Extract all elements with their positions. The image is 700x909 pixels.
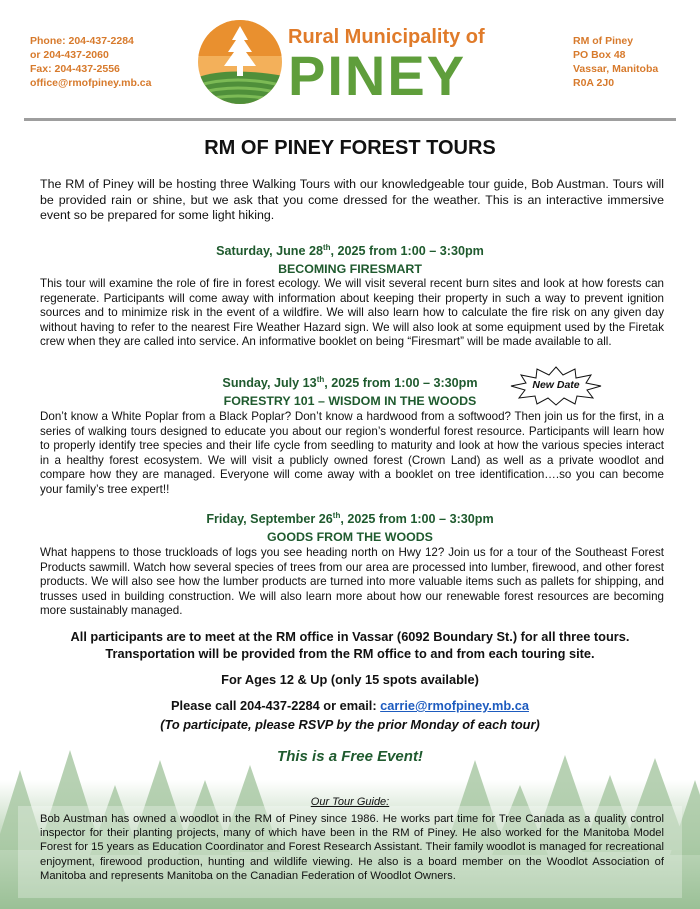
address-line: RM of Piney [573,35,634,47]
tour-1-name: BECOMING FIRESMART [278,262,422,276]
tour-3-description: What happens to those truckloads of logs you see heading north on Hwy 12? Join us for a tour of the Southeast Forest Products sawmill. Watch how several species of trees from our area are processed into lumber, firewood, and other forest products. We will also see how the lumber products are turned into more valuable items such as pallets for shipping, and trusses used in building construction. We will also learn more about how our renewable forest resources are becoming more sustainably managed. [40,546,664,617]
new-date-label: New Date [532,379,580,391]
tour-2-name: FORESTRY 101 – WISDOM IN THE WOODS [223,394,477,408]
contact-line [0,697,700,714]
intro-paragraph: The RM of Piney will be hosting three Walking Tours with our knowledgeable tour guide, Bob Austman. Tours will be provided rain or shine, but we ask that you come dressed for the weather. This is an interactive immersive event so be prepared for some light hiking. [40,177,664,222]
header-divider [24,118,676,121]
guide-bio: Bob Austman has owned a woodlot in the RM of Piney since 1986. He works part time for Tree Canada as a quality control inspector for their planting projects, many of which have been in the RM of Piney. He also worked for the Manitoba Model Forest for 15 years as Education Coordinator and Forest Research Assistant. Their family woodlot is managed for recreational enjoyment, firewood production, hunting and wildlife viewing. He also is a board member on the Woodlot Association of Manitoba and represents Manitoba on the Canadian Federation of Woodlot Owners. [40,813,664,882]
free-event-banner: This is a Free Event! [277,748,423,765]
municipality-logo [196,18,506,108]
call-text: Please call 204-437-2284 or email: [171,698,381,713]
tour-3-date: Friday, September 26th, 2025 from 1:00 – 3:30pm [206,511,494,527]
meeting-location: All participants are to meet at the RM office in Vassar (6092 Boundary St.) for all three tours. [70,629,630,644]
transportation-note: Transportation will be provided from the RM office to and from each touring site. [105,646,595,661]
tour-1-description: This tour will examine the role of fire in forest ecology. We will visit several recent burn sites and look at how forests can regenerate. Participants will come away with information about keeping their property in such a way to prevent ignition sources and to minimize risk in the event of a wildfire. We will also learn how to calculate the fire risk on any given day without having to refer to the nearest Fire Weather Hazard sign. We will also look at some equipment used by the Firetak crew when they are called into service. An informative booklet on being “Firesmart” will be made available to all. [40,277,664,348]
address-line: PO Box 48 [573,49,626,61]
page-title: RM OF PINEY FOREST TOURS [204,137,496,159]
phone-primary: Phone: 204-437-2284 [30,35,134,47]
tour-2-description: Don’t know a White Poplar from a Black Poplar? Don’t know a hardwood from a softwood? Then join us for the first, in a series of walking tours designed to educate you about our region’s wonderful forest resource. Participants will learn how to properly identify tree species and their life cycle from seedling to maturity and look at how the various species interact in a healthy forest ecosystem. We will visit a publicly owned forest (Crown Land) as well as a private woodlot and compare how they are managed. Everyone will come away with a booklet on tree identification….so you can become your family’s tree expert!! [40,410,664,496]
age-requirement: For Ages 12 & Up (only 15 spots available) [221,672,479,687]
address-line: Vassar, Manitoba [573,63,659,75]
rsvp-note: (To participate, please RSVP by the prior Monday of each tour) [160,717,540,732]
contact-info [30,34,151,90]
office-email: office@rmofpiney.mb.ca [30,77,152,89]
address-line: R0A 2J0 [573,77,615,89]
fax-number: Fax: 204-437-2556 [30,63,120,75]
tour-2-date: Sunday, July 13th, 2025 from 1:00 – 3:30pm [222,375,478,391]
mailing-address [573,34,658,90]
letterhead [0,0,700,115]
email-link[interactable]: carrie@rmofpiney.mb.ca [380,698,529,713]
meeting-info [0,628,700,662]
tree-emblem-icon [196,18,284,106]
tour-1-date: Saturday, June 28th, 2025 from 1:00 – 3:30pm [216,243,484,259]
phone-alternate: or 204-437-2060 [30,49,109,61]
logo-wordmark: PINEY [288,44,467,107]
logo-subtitle: Rural Municipality of [288,26,485,48]
guide-heading: Our Tour Guide: [310,796,390,808]
tour-3-name: GOODS FROM THE WOODS [267,530,433,544]
